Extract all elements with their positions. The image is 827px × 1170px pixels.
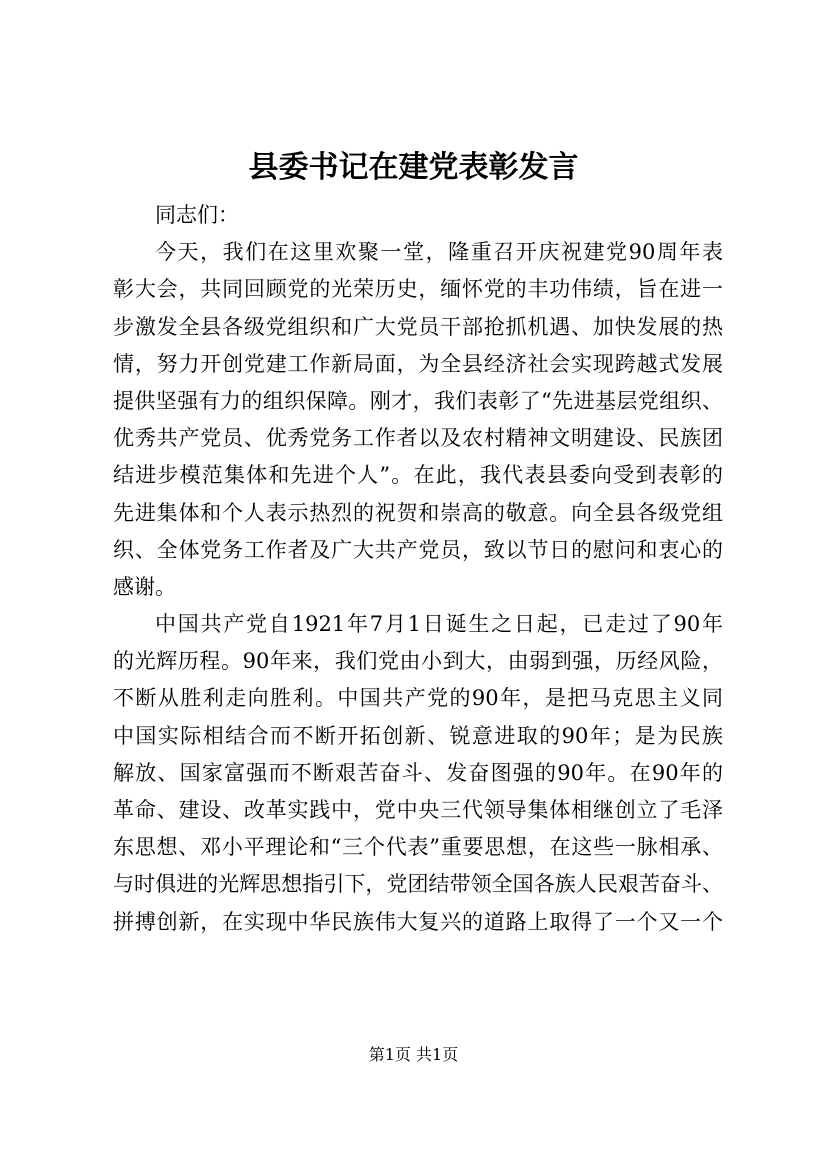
paragraph-line: 中国共产党自1921年7月1日诞生之日起，已走过了90年 <box>155 612 723 637</box>
paragraph-line: 提供坚强有力的组织保障。刚才，我们表彰了“先进基层党组织、 <box>113 388 723 413</box>
page-number-footer: 第1页 共1页 <box>368 1045 459 1064</box>
salutation: 同志们： <box>155 203 239 227</box>
paragraph-line: 东思想、邓小平理论和“三个代表”重要思想，在这些一脉相承、 <box>113 835 723 860</box>
paragraph-line: 彰大会，共同回顾党的光荣历史，缅怀党的丰功伟绩，旨在进一 <box>113 277 723 302</box>
paragraph-line: 步激发全县各级党组织和广大党员干部抢抓机遇、加快发展的热 <box>113 314 723 339</box>
paragraph-line: 不断从胜利走向胜利。中国共产党的90年，是把马克思主义同 <box>113 686 723 711</box>
paragraph-line: 先进集体和个人表示热烈的祝贺和崇高的敬意。向全县各级党组 <box>113 500 723 525</box>
paragraph-line: 今天，我们在这里欢聚一堂，隆重召开庆祝建党90周年表 <box>155 240 723 265</box>
paragraph-line: 结进步模范集体和先进个人”。在此，我代表县委向受到表彰的 <box>113 463 723 488</box>
paragraph-line: 解放、国家富强而不断艰苦奋斗、发奋图强的90年。在90年的 <box>113 760 723 785</box>
paragraph-line: 织、全体党务工作者及广大共产党员，致以节日的慰问和衷心的 <box>113 537 723 562</box>
paragraph-2 <box>113 606 723 941</box>
paragraph-line: 与时俱进的光辉思想指引下，党团结带领全国各族人民艰苦奋斗、 <box>113 872 723 897</box>
paragraph-line: 革命、建设、改革实践中，党中央三代领导集体相继创立了毛泽 <box>113 798 723 822</box>
paragraph-line: 的光辉历程。90年来，我们党由小到大，由弱到强，历经风险， <box>113 649 723 674</box>
document-title: 县委书记在建党表彰发言 <box>248 150 579 185</box>
paragraph-line: 拼搏创新，在实现中华民族伟大复兴的道路上取得了一个又一个 <box>113 909 723 934</box>
paragraph-1 <box>113 234 723 606</box>
paragraph-line: 优秀共产党员、优秀党务工作者以及农村精神文明建设、民族团 <box>113 426 723 451</box>
paragraph-line: 中国实际相结合而不断开拓创新、锐意进取的90年；是为民族 <box>113 723 723 748</box>
document-body <box>113 197 723 941</box>
paragraph-line: 感谢。 <box>113 574 176 599</box>
paragraph-line: 情，努力开创党建工作新局面，为全县经济社会实现跨越式发展 <box>113 351 723 376</box>
